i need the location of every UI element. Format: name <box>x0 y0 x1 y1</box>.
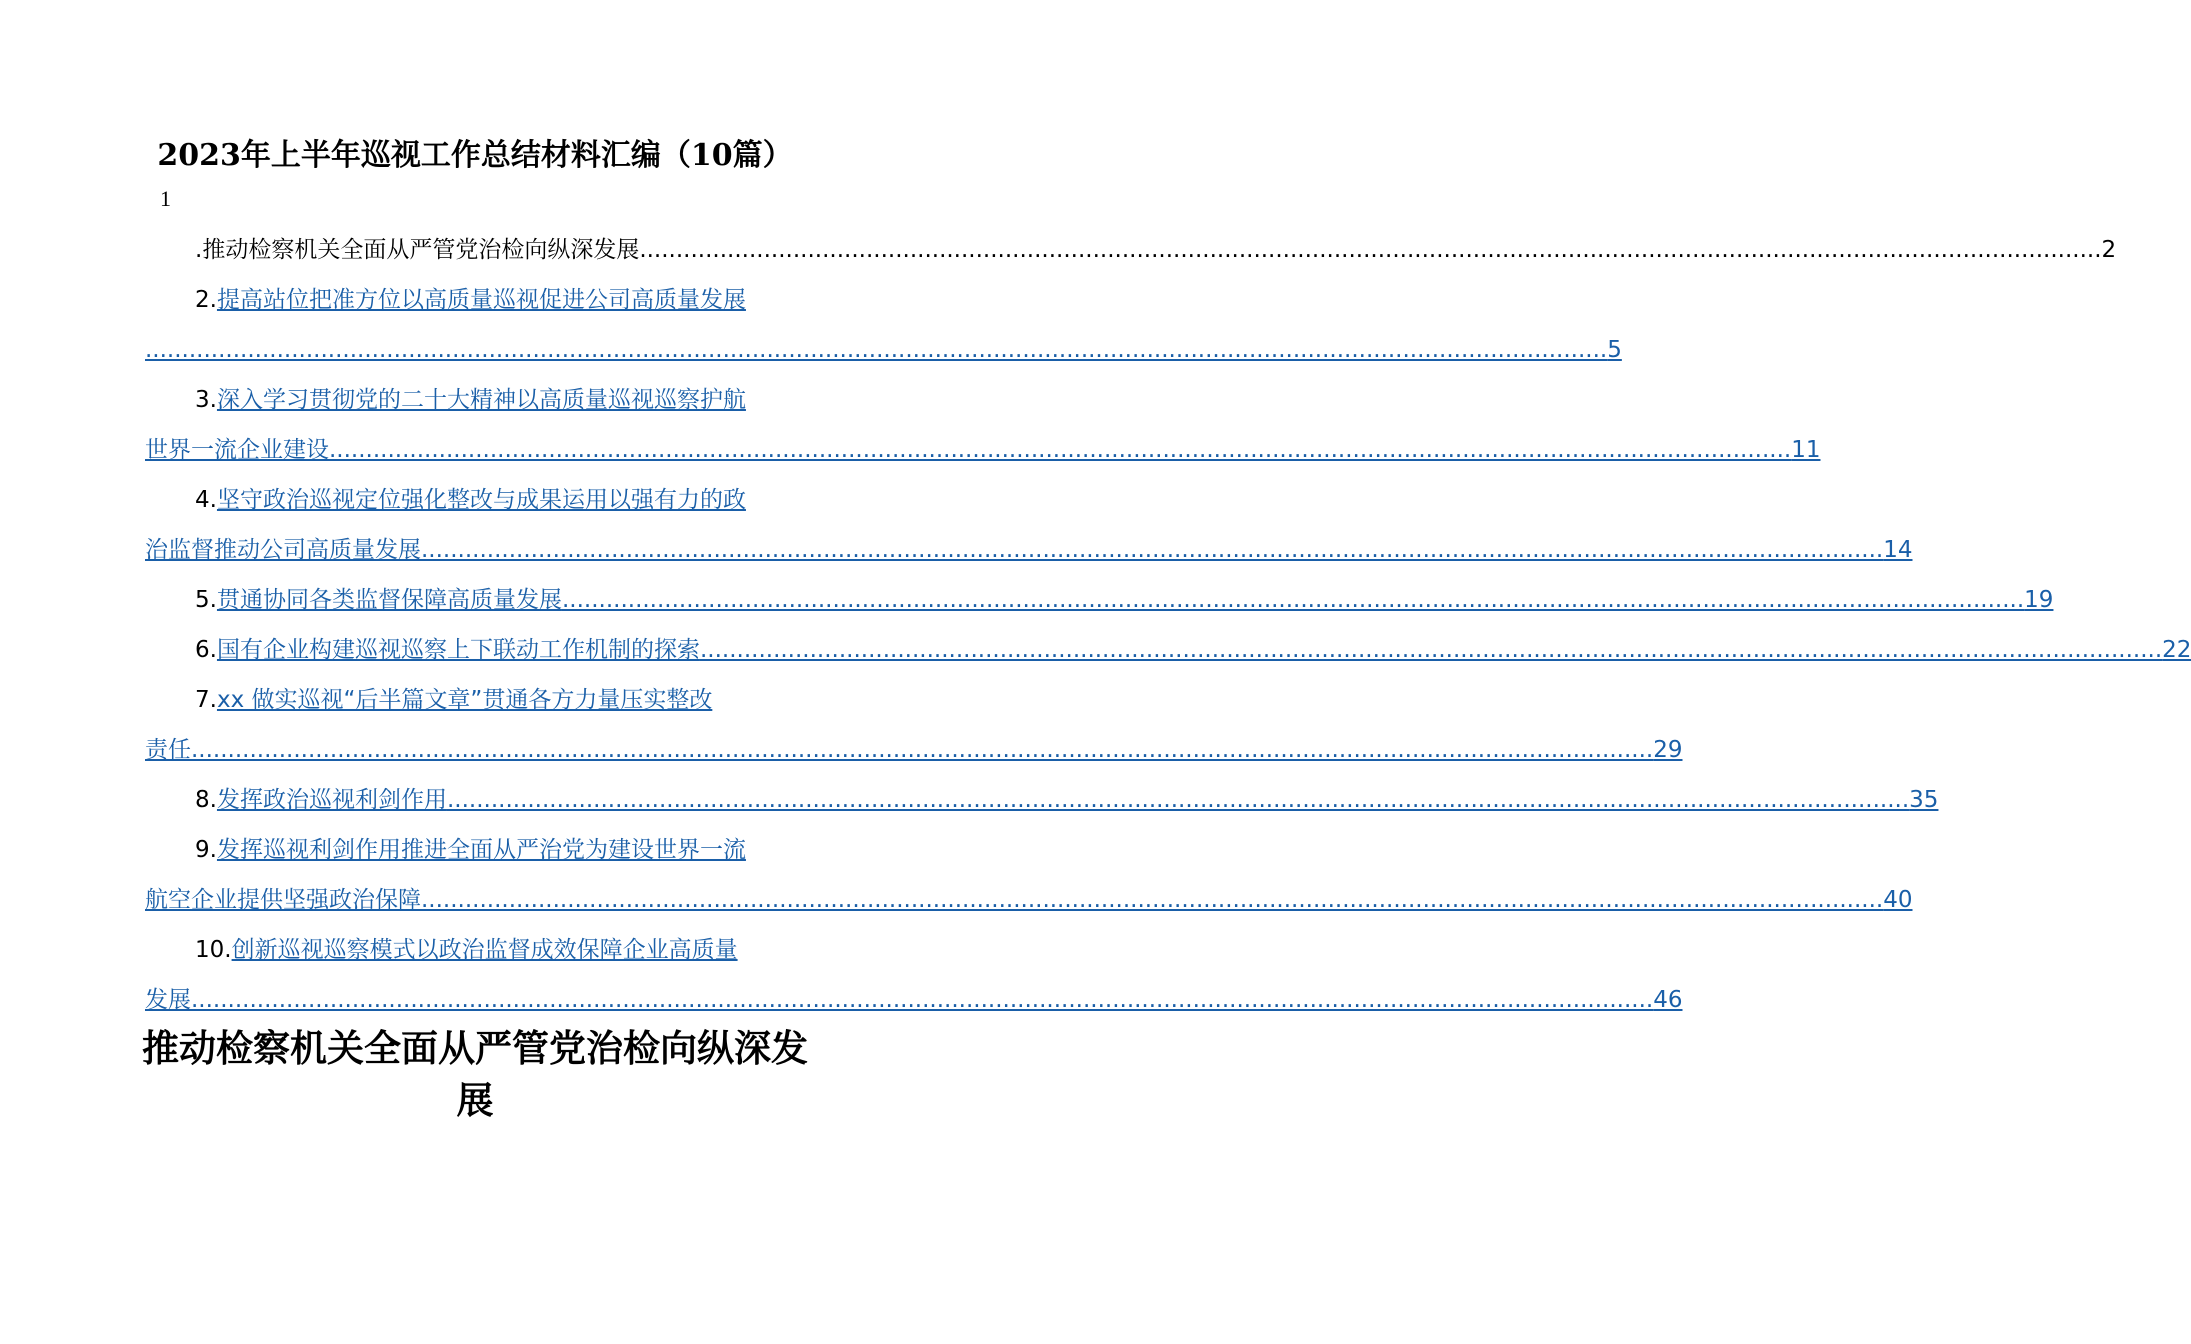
toc-entry-number: 5. <box>195 587 217 613</box>
toc-leader-dots: ........................................................................................................................................................................................................ <box>421 887 1884 913</box>
toc-entry-7-continuation[interactable] <box>145 733 1683 767</box>
toc-entry-title: 深入学习贯彻党的二十大精神以高质量巡视巡察护航 <box>216 387 746 413</box>
toc-leader-dots: ........................................................................................................................................................................................................ <box>145 337 1608 363</box>
toc-entry-number: 2. <box>195 287 217 313</box>
toc-page-number: 46 <box>1653 987 1683 1013</box>
toc-entry-1[interactable] <box>145 233 2117 267</box>
toc-page-number: 40 <box>1883 887 1913 913</box>
toc-entry-number: . <box>195 237 203 263</box>
toc-entry-3-continuation[interactable] <box>145 433 1821 467</box>
toc-leader-dots: ........................................................................................................................................................................................................ <box>446 787 1910 813</box>
toc-entry-title: 国有企业构建巡视巡察上下联动工作机制的探索 <box>216 637 700 663</box>
section-heading-line-2: 展 <box>456 1078 494 1122</box>
toc-leader-dots: ........................................................................................................................................................................................................ <box>699 637 2163 663</box>
toc-leader-dots: ........................................................................................................................................................................................................ <box>421 537 1884 563</box>
toc-entry-4-continuation[interactable] <box>145 533 1913 567</box>
toc-entry-2[interactable] <box>145 283 805 317</box>
toc-entry-title: 航空企业提供坚强政治保障 <box>145 887 421 913</box>
toc-entry-number: 10. <box>195 937 232 963</box>
toc-entry-number: 3. <box>195 387 217 413</box>
toc-leader-dots: ........................................................................................................................................................................................................ <box>191 987 1654 1013</box>
toc-entry-8[interactable] <box>145 783 1939 817</box>
document-title: 2023年上半年巡视工作总结材料汇编（10篇） <box>157 138 793 173</box>
toc-entry-9[interactable] <box>145 833 805 867</box>
toc-page-number: 14 <box>1883 537 1913 563</box>
toc-entry-10-continuation[interactable] <box>145 983 1683 1017</box>
toc-page-number: 35 <box>1909 787 1939 813</box>
footnote-number: 1 <box>160 186 171 211</box>
toc-leader-dots: ........................................................................................................................................................................................................ <box>191 737 1654 763</box>
toc-page-number: 22 <box>2162 637 2191 663</box>
toc-entry-title: 世界一流企业建设 <box>145 437 329 463</box>
toc-entry-number: 4. <box>195 487 217 513</box>
toc-entry-title: 坚守政治巡视定位强化整改与成果运用以强有力的政 <box>216 487 746 513</box>
toc-entry-title: 推动检察机关全面从严管党治检向纵深发展 <box>202 237 640 263</box>
toc-page-number: 11 <box>1791 437 1821 463</box>
toc-page-number: 5 <box>1607 337 1622 363</box>
toc-entry-number: 8. <box>195 787 217 813</box>
toc-page-number: 2 <box>2101 237 2117 263</box>
toc-entry-3[interactable] <box>145 383 805 417</box>
toc-entry-6[interactable] <box>145 633 2191 667</box>
toc-entry-9-continuation[interactable] <box>145 883 1913 917</box>
toc-entry-title: 发挥政治巡视利剑作用 <box>216 787 447 813</box>
toc-entry-title: xx 做实巡视“后半篇文章”贯通各方力量压实整改 <box>216 687 713 713</box>
toc-entry-title: 发挥巡视利剑作用推进全面从严治党为建设世界一流 <box>216 837 746 863</box>
toc-entry-title: 责任 <box>145 737 191 763</box>
toc-page-number: 19 <box>2024 587 2054 613</box>
section-heading <box>0 1022 950 1126</box>
toc-entry-title: 提高站位把准方位以高质量巡视促进公司高质量发展 <box>216 287 746 313</box>
toc-entry-number: 7. <box>195 687 217 713</box>
section-heading-line-1: 推动检察机关全面从严管党治检向纵深发 <box>142 1026 808 1070</box>
toc-leader-dots: ........................................................................................................................................................................................................ <box>561 587 2025 613</box>
toc-entry-2-continuation[interactable] <box>145 333 1622 367</box>
toc-page-number: 29 <box>1653 737 1683 763</box>
toc-entry-number: 6. <box>195 637 217 663</box>
toc-entry-number: 9. <box>195 837 217 863</box>
toc-entry-title: 发展 <box>145 987 191 1013</box>
toc-entry-title: 贯通协同各类监督保障高质量发展 <box>216 587 562 613</box>
toc-entry-title: 治监督推动公司高质量发展 <box>145 537 421 563</box>
toc-entry-10[interactable] <box>145 933 805 967</box>
toc-leader-dots: ........................................................................................................................................................................................................ <box>639 237 2102 263</box>
toc-entry-5[interactable] <box>145 583 2054 617</box>
toc-entry-4[interactable] <box>145 483 805 517</box>
toc-entry-7[interactable] <box>145 683 805 717</box>
toc-leader-dots: ........................................................................................................................................................................................................ <box>329 437 1792 463</box>
toc-entry-title: 创新巡视巡察模式以政治监督成效保障企业高质量 <box>231 937 738 963</box>
